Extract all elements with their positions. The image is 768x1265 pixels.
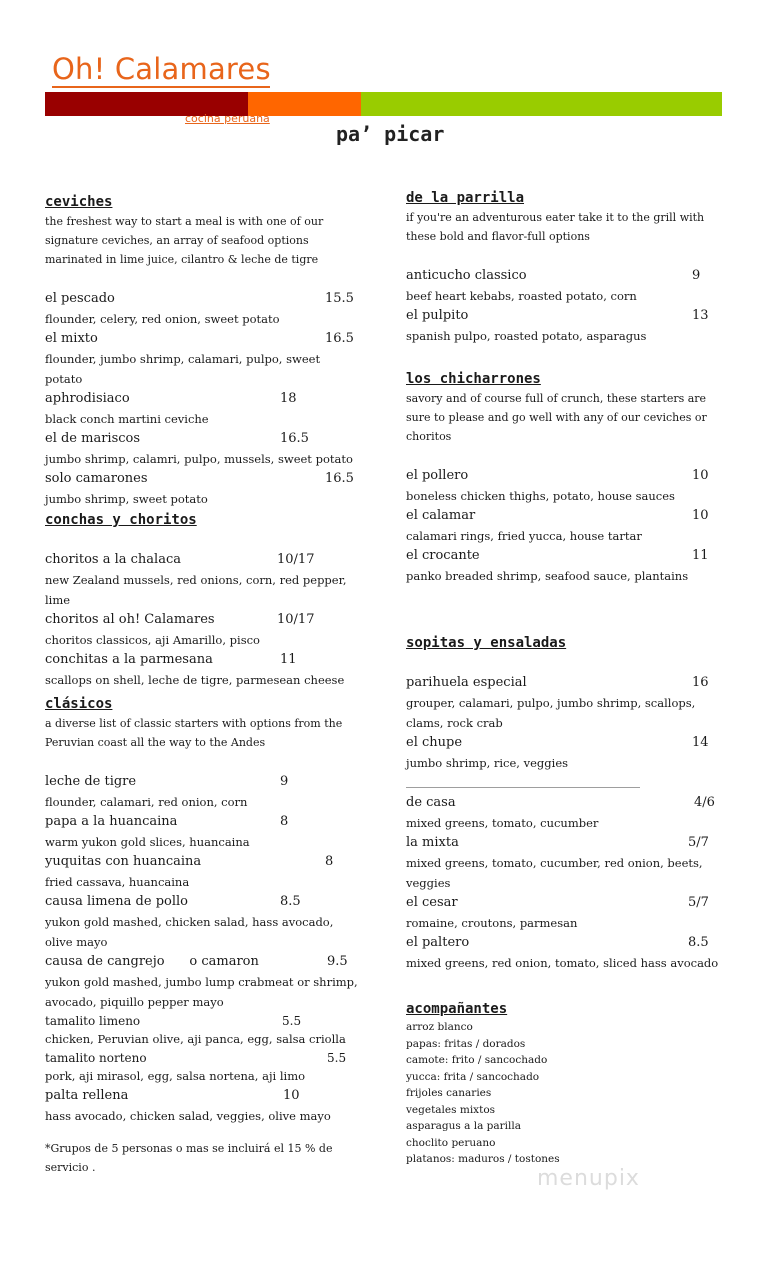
item-description: new Zealand mussels, red onions, corn, red pepper, lime [45, 573, 347, 607]
menu-item [406, 893, 726, 913]
item-description: black conch martini ceviche [45, 412, 209, 426]
item-description: jumbo shrimp, calamri, pulpo, mussels, sweet potato [45, 452, 353, 466]
item-price: 5/7 [688, 835, 709, 850]
item-price: 9 [280, 774, 289, 789]
item-description: jumbo shrimp, sweet potato [45, 492, 208, 506]
item-price: 8 [325, 854, 334, 869]
menu-item [45, 610, 360, 630]
item-name: el paltero [406, 935, 470, 950]
item-price: 9.5 [327, 954, 348, 969]
item-name: choritos a la chalaca [45, 552, 181, 567]
item-price: 5/7 [688, 895, 709, 910]
item-description: mixed greens, tomato, cucumber, red onion, beets, veggies [406, 856, 703, 890]
item-price: 4/6 [694, 795, 715, 810]
menu-item [406, 793, 726, 813]
menu-item [45, 429, 360, 449]
side-item: platanos: maduros / tostones [406, 1153, 560, 1165]
menu-item [406, 306, 726, 326]
logo-underline [52, 86, 270, 88]
item-price: 8.5 [688, 935, 709, 950]
item-price: 10/17 [277, 552, 315, 567]
item-name: tamalito norteno [45, 1051, 147, 1065]
menu-item [406, 833, 726, 853]
menu-item [45, 852, 360, 872]
section-clasicos [45, 694, 360, 1126]
color-bar-green [361, 92, 722, 116]
item-description: warm yukon gold slices, huancaina [45, 835, 250, 849]
item-name: de casa [406, 795, 456, 810]
item-name: yuquitas con huancaina [45, 854, 202, 869]
menu-item [406, 933, 726, 953]
item-description: beef heart kebabs, roasted potato, corn [406, 289, 637, 303]
menu-item [406, 466, 726, 486]
menu-item [406, 266, 726, 286]
menu-item [45, 772, 360, 792]
section-ceviches [45, 192, 360, 509]
section-description: if you're an adventurous eater take it to the grill with these bold and flavor-full options [406, 211, 705, 243]
item-description: mixed greens, tomato, cucumber [406, 816, 599, 830]
item-description: choritos classicos, aji Amarillo, pisco [45, 633, 260, 647]
item-name: el de mariscos [45, 431, 141, 446]
item-description: yukon gold mashed, jumbo lump crabmeat or shrimp, avocado, piquillo pepper mayo [45, 975, 358, 1009]
menu-item [45, 952, 360, 972]
item-name: papa a la huancaina [45, 814, 178, 829]
menu-item [45, 1049, 360, 1067]
item-description: calamari rings, fried yucca, house tartar [406, 529, 642, 543]
item-name: causa de cangrejo o camaron [45, 954, 259, 969]
item-name: el mixto [45, 331, 98, 346]
item-description: flounder, calamari, red onion, corn [45, 795, 248, 809]
watermark: menupix [537, 1166, 640, 1191]
menu-item [406, 546, 726, 566]
section-title: ceviches [45, 194, 113, 210]
item-name: el chupe [406, 735, 463, 750]
section-title: conchas y choritos [45, 512, 197, 528]
item-name: tamalito limeno [45, 1014, 141, 1028]
item-description: mixed greens, red onion, tomato, sliced hass avocado [406, 956, 719, 970]
side-item: papas: fritas / dorados [406, 1037, 526, 1050]
item-price: 5.5 [282, 1014, 302, 1028]
menu-item [45, 289, 360, 309]
item-name: causa limena de pollo [45, 894, 188, 909]
side-item: yucca: frita / sancochado [406, 1070, 540, 1083]
item-name: leche de tigre [45, 774, 137, 789]
menu-item [45, 892, 360, 912]
item-description: scallops on shell, leche de tigre, parmesean cheese [45, 673, 345, 687]
section-description: the freshest way to start a meal is with one of our signature ceviches, an array of seafood options marinated in lime juice, cilantro & leche de tigre [45, 215, 324, 266]
item-price: 8.5 [280, 894, 301, 909]
service-charge-note: *Grupos de 5 personas o mas se incluirá el 15 % de servicio . [45, 1142, 333, 1174]
menu-item [406, 733, 726, 753]
divider-line: _______________________________________ [406, 774, 640, 788]
section-chicharrones [406, 369, 726, 586]
section-acompanantes [406, 999, 726, 1168]
side-item: asparagus a la parilla [406, 1120, 522, 1132]
item-name: el crocante [406, 548, 480, 563]
item-description: flounder, celery, red onion, sweet potato [45, 312, 280, 326]
section-title: acompañantes [406, 1001, 508, 1017]
side-item: camote: frito / sancochado [406, 1054, 548, 1066]
item-price: 18 [280, 391, 297, 406]
section-title: clásicos [45, 696, 113, 712]
item-price: 16 [692, 675, 709, 690]
item-price: 10/17 [277, 612, 315, 627]
menu-item [45, 329, 360, 349]
menu-item [45, 389, 360, 409]
item-name: solo camarones [45, 471, 148, 486]
item-price: 8 [280, 814, 289, 829]
item-description: grouper, calamari, pulpo, jumbo shrimp, scallops, clams, rock crab [406, 696, 696, 730]
section-description: savory and of course full of crunch, these starters are sure to please and go well with any of our ceviches or choritos [406, 392, 707, 443]
menu-item [406, 673, 726, 693]
item-price: 10 [692, 508, 709, 523]
item-description: hass avocado, chicken salad, veggies, olive mayo [45, 1109, 331, 1123]
item-price: 11 [692, 548, 709, 563]
item-name: el pollero [406, 468, 469, 483]
item-name: conchitas a la parmesana [45, 652, 213, 667]
item-price: 16.5 [280, 431, 309, 446]
section-parrilla [406, 188, 726, 346]
item-description: romaine, croutons, parmesan [406, 916, 578, 930]
item-description: chicken, Peruvian olive, aji panca, egg, salsa criolla [45, 1032, 346, 1046]
menu-item [45, 550, 360, 570]
item-description: yukon gold mashed, chicken salad, hass avocado, olive mayo [45, 915, 334, 949]
item-name: la mixta [406, 835, 459, 850]
item-price: 16.5 [325, 471, 354, 486]
menu-item [45, 812, 360, 832]
item-price: 14 [692, 735, 709, 750]
item-name: el pulpito [406, 308, 469, 323]
restaurant-logo-text: Oh! Calamares [52, 52, 271, 86]
item-description: boneless chicken thighs, potato, house sauces [406, 489, 675, 503]
item-name: parihuela especial [406, 675, 527, 690]
tagline: cocina peruana [185, 112, 270, 125]
section-title: de la parrilla [406, 190, 525, 206]
section-title: los chicharrones [406, 371, 541, 387]
item-description: spanish pulpo, roasted potato, asparagus [406, 329, 647, 343]
item-price: 13 [692, 308, 709, 323]
side-item: arroz blanco [406, 1021, 473, 1033]
section-sopitas [406, 633, 726, 973]
item-price: 15.5 [325, 291, 354, 306]
menu-item [45, 1012, 360, 1030]
item-name: el calamar [406, 508, 476, 523]
section-title: sopitas y ensaladas [406, 635, 567, 651]
item-name: el cesar [406, 895, 458, 910]
item-price: 10 [283, 1088, 300, 1103]
side-item: choclito peruano [406, 1136, 496, 1149]
item-description: pork, aji mirasol, egg, salsa nortena, aji limo [45, 1069, 306, 1083]
side-item: vegetales mixtos [406, 1103, 496, 1116]
item-price: 11 [280, 652, 297, 667]
item-description: fried cassava, huancaina [45, 875, 190, 889]
item-name: el pescado [45, 291, 115, 306]
item-price: 9 [692, 268, 701, 283]
item-name: choritos al oh! Calamares [45, 612, 215, 627]
menu-item [45, 469, 360, 489]
menu-item [45, 650, 360, 670]
item-description: panko breaded shrimp, seafood sauce, plantains [406, 569, 689, 583]
section-description: a diverse list of classic starters with options from the Peruvian coast all the way to the Andes [45, 717, 343, 749]
item-name: aphrodisiaco [45, 391, 130, 406]
item-price: 10 [692, 468, 709, 483]
item-description: jumbo shrimp, rice, veggies [406, 756, 569, 770]
item-price: 5.5 [327, 1051, 347, 1065]
item-name: anticucho classico [406, 268, 527, 283]
page-title: pa’ picar [336, 122, 445, 146]
item-name: palta rellena [45, 1088, 129, 1103]
side-item: frijoles canaries [406, 1087, 492, 1099]
section-conchas [45, 510, 360, 690]
menu-item [406, 506, 726, 526]
item-description: flounder, jumbo shrimp, calamari, pulpo, sweet potato [45, 352, 321, 386]
menu-item [45, 1086, 360, 1106]
item-price: 16.5 [325, 331, 354, 346]
